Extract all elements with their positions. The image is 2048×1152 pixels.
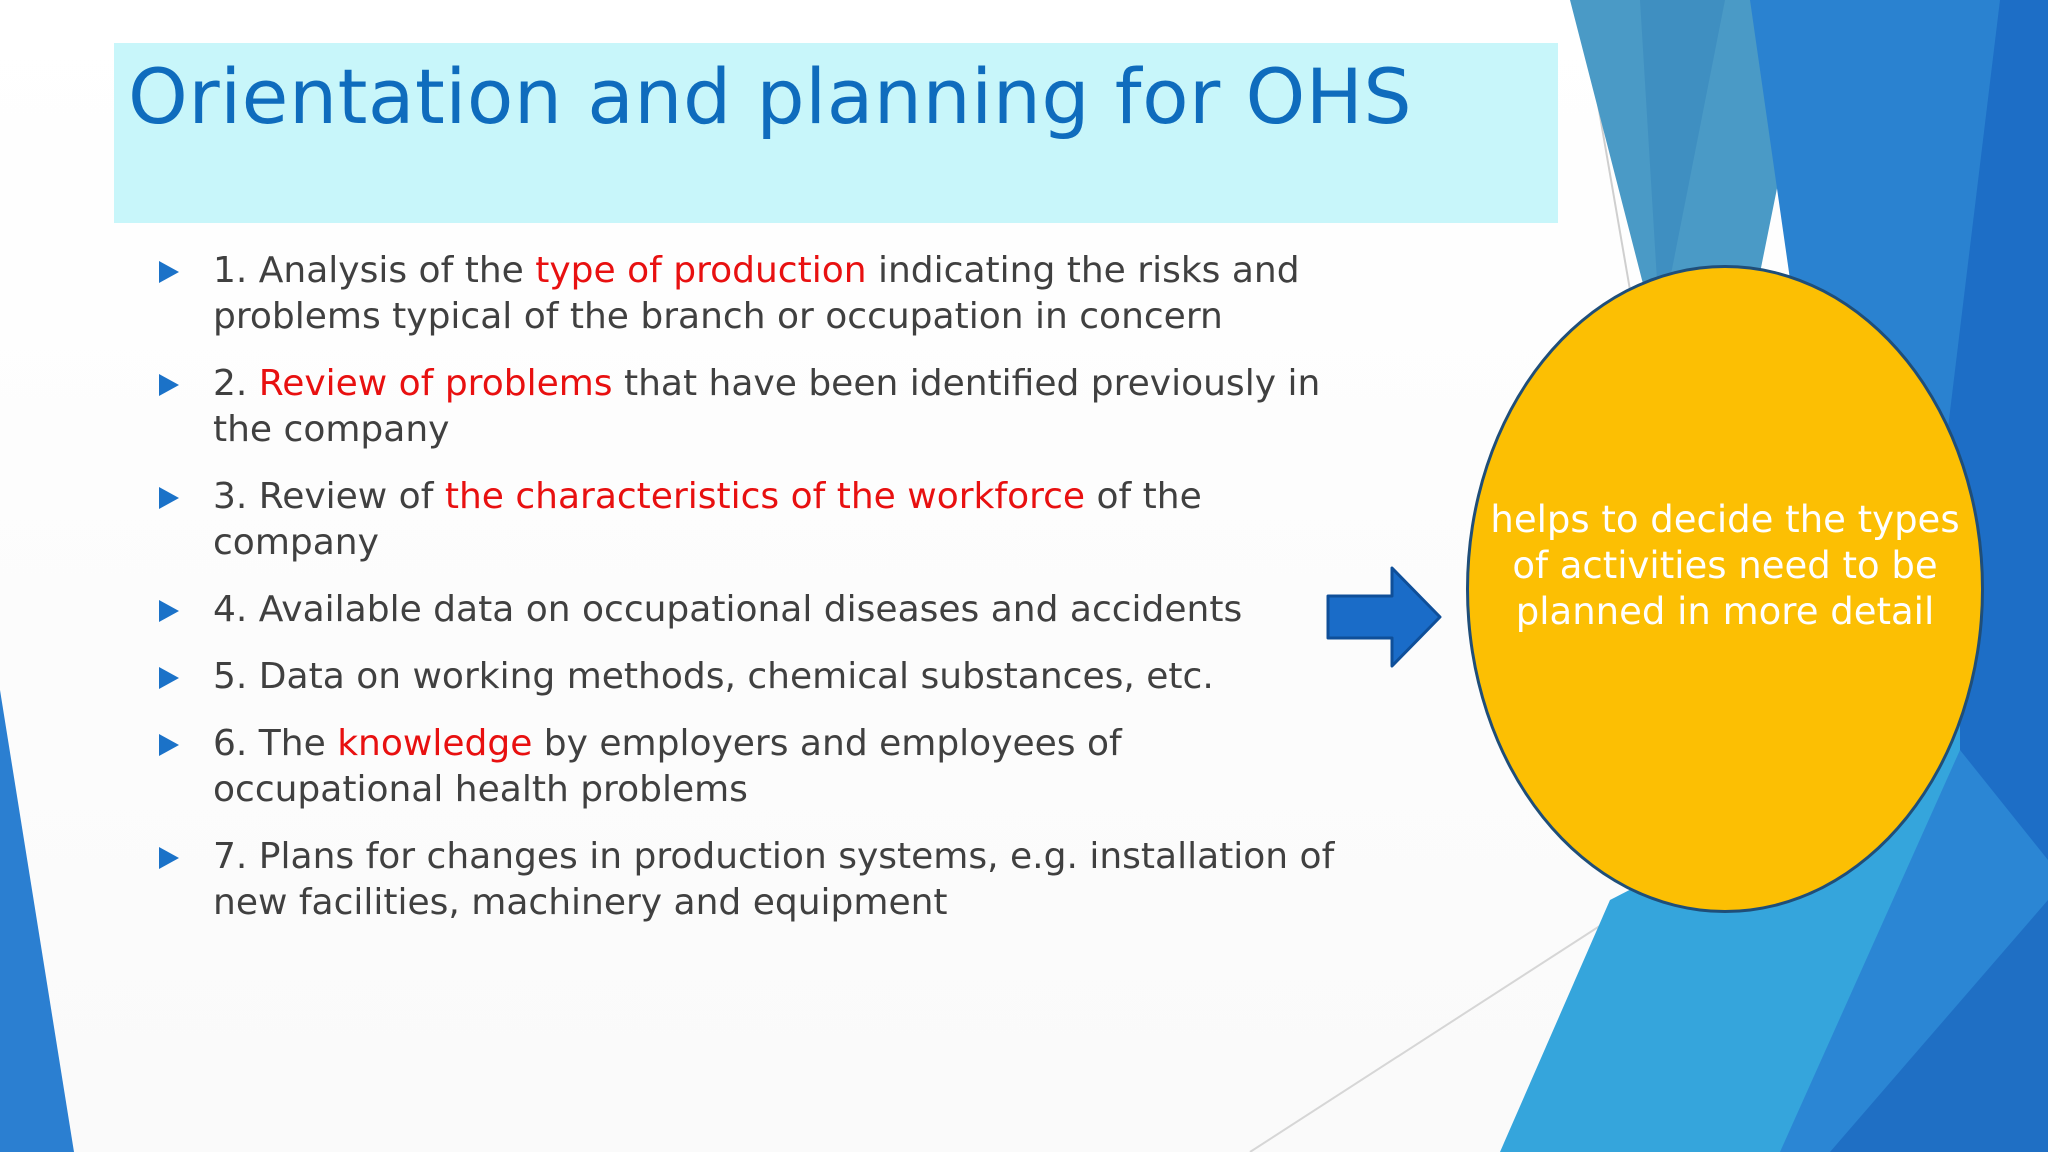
triangle-right-icon (159, 374, 179, 396)
bullet-highlight: Review of problems (258, 363, 613, 404)
bullet-text: 6. The (213, 723, 338, 764)
bullet-highlight: knowledge (337, 723, 533, 764)
callout-text: helps to decide the types of activities need to be planned in more detail (1490, 498, 1960, 633)
triangle-right-icon (159, 487, 179, 509)
bullet-item (150, 654, 1340, 700)
triangle-right-icon (159, 847, 179, 869)
bullet-item (150, 587, 1340, 633)
bullet-text: 4. Available data on occupational diseases and accidents (213, 589, 1243, 630)
slide-title: Orientation and planning for OHS (128, 52, 1413, 141)
triangle-right-icon (159, 600, 179, 622)
bullet-item (150, 474, 1340, 566)
bullet-text: 7. Plans for changes in production systems, e.g. installation of new facilities, machinery and equipment (213, 836, 1335, 923)
bullet-highlight: type of production (535, 250, 867, 291)
triangle-right-icon (159, 667, 179, 689)
bullet-text: 2. (213, 363, 259, 404)
bullet-item (150, 248, 1340, 340)
bullet-text: 3. Review of (213, 476, 445, 517)
triangle-right-icon (159, 261, 179, 283)
triangle-right-icon (159, 734, 179, 756)
bullet-list (150, 248, 1340, 947)
bullet-text: indicating the risks and problems typical of the branch or occupation in concern (213, 250, 1300, 337)
bullet-item (150, 361, 1340, 453)
bullet-item (150, 834, 1340, 926)
bullet-highlight: the characteristics of the workforce (444, 476, 1086, 517)
bullet-text: of the company (213, 476, 1202, 563)
bullet-text: 5. Data on working methods, chemical substances, etc. (213, 656, 1214, 697)
arrow-right-icon (1326, 566, 1444, 668)
bullet-item (150, 721, 1340, 813)
bullet-text: 1. Analysis of the (213, 250, 536, 291)
bullet-text: by employers and employees of occupational health problems (213, 723, 1122, 810)
bullet-text: that have been identified previously in the company (213, 363, 1321, 450)
